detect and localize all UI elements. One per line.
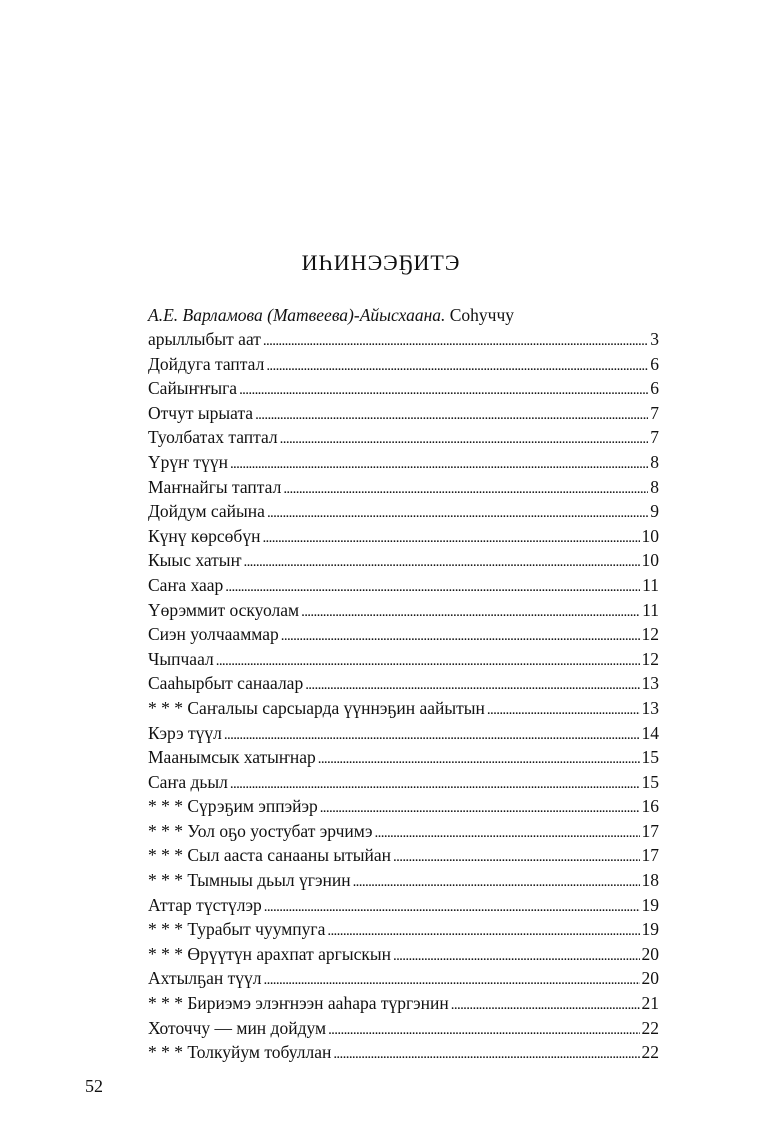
dot-leader xyxy=(333,1040,639,1067)
toc-entry xyxy=(148,573,659,598)
dot-leader xyxy=(264,966,640,993)
toc-entry-page: 10 xyxy=(641,550,659,571)
toc-entry-page: 6 xyxy=(650,353,659,374)
toc-entry xyxy=(148,942,659,967)
toc-entry xyxy=(148,524,659,549)
toc-entry xyxy=(148,499,659,524)
dot-leader xyxy=(283,475,648,502)
dot-leader xyxy=(281,622,640,649)
toc-entry-title: Туолбатах таптал xyxy=(148,427,278,448)
table-of-contents xyxy=(148,303,659,1065)
dot-leader xyxy=(224,721,640,748)
toc-entry-title: Күнү көрсөбүн xyxy=(148,525,261,546)
toc-entry xyxy=(148,450,659,475)
toc-entry-title: * * * Толкуйум тобуллан xyxy=(148,1042,332,1063)
dot-leader xyxy=(393,843,639,870)
dot-leader xyxy=(230,450,648,477)
toc-entry xyxy=(148,598,659,623)
toc-entry-page: 16 xyxy=(641,796,659,817)
toc-entry xyxy=(148,770,659,795)
toc-entry-page: 7 xyxy=(650,427,659,448)
toc-entry xyxy=(148,376,659,401)
toc-entry xyxy=(148,1040,659,1065)
toc-entry xyxy=(148,868,659,893)
contents-heading: ИҺИНЭЭҔИТЭ xyxy=(301,250,461,275)
toc-entry-page: 13 xyxy=(641,673,659,694)
dot-leader xyxy=(243,548,639,575)
toc-entry-page: 6 xyxy=(650,378,659,399)
toc-entry-page: 11 xyxy=(642,574,659,595)
toc-entry xyxy=(148,622,659,647)
toc-entry-page: 17 xyxy=(641,845,659,866)
dot-leader xyxy=(239,376,648,403)
author-work-title: Соһуччу xyxy=(449,305,515,325)
toc-entry-title: * * * Саҥалыы сарсыарда үүннэҕин аайытын xyxy=(148,697,485,718)
toc-entry xyxy=(148,647,659,672)
toc-entry xyxy=(148,966,659,991)
toc-entry xyxy=(148,991,659,1016)
toc-entry-page: 17 xyxy=(641,820,659,841)
toc-entry xyxy=(148,548,659,573)
toc-entry-page: 12 xyxy=(641,624,659,645)
dot-leader xyxy=(318,745,640,772)
toc-entry-title: арыллыбыт аат xyxy=(148,329,261,349)
toc-entry xyxy=(148,893,659,918)
dot-leader xyxy=(264,893,640,920)
dot-leader xyxy=(451,991,640,1018)
toc-entry xyxy=(148,401,659,426)
toc-entry-title: Үрүҥ түүн xyxy=(148,451,228,472)
toc-entry-page: 20 xyxy=(641,943,659,964)
author-name: А.Е. Варламова (Матвеева)-Айысхаана. xyxy=(148,305,446,325)
toc-entry-title: Кыыс хатыҥ xyxy=(148,550,242,571)
toc-entry xyxy=(148,843,659,868)
toc-entry-title: Маҥнайгы таптал xyxy=(148,476,282,497)
dot-leader xyxy=(320,794,640,821)
toc-entry xyxy=(148,696,659,721)
toc-entry-page: 21 xyxy=(641,993,659,1014)
dot-leader xyxy=(225,573,640,600)
toc-entry-page: 15 xyxy=(641,771,659,792)
dot-leader xyxy=(230,770,640,797)
toc-entry-title: Маанымсык хатыҥнар xyxy=(148,747,316,768)
toc-entry-title: * * * Сүрэҕим эппэйэр xyxy=(148,796,318,817)
toc-entry xyxy=(148,794,659,819)
dot-leader xyxy=(280,425,649,452)
dot-leader xyxy=(267,499,648,526)
toc-entry-list xyxy=(148,327,659,1065)
toc-entry xyxy=(148,327,659,352)
toc-entry-page: 8 xyxy=(650,451,659,472)
toc-entry-title: * * * Уол оҕо уостубат эрчимэ xyxy=(148,820,373,841)
dot-leader xyxy=(266,352,648,379)
toc-entry-title: Кэрэ түүл xyxy=(148,722,222,743)
toc-entry-title: * * * Турабыт чуумпуга xyxy=(148,919,326,940)
toc-entry xyxy=(148,475,659,500)
dot-leader xyxy=(301,598,640,625)
toc-entry-title: * * * Сыл ааста санааны ытыйан xyxy=(148,845,392,866)
toc-entry-title: Хоточчу — мин дойдум xyxy=(148,1017,327,1038)
toc-entry xyxy=(148,917,659,942)
toc-entry-page: 10 xyxy=(641,525,659,546)
page-number: 52 xyxy=(85,1076,103,1096)
toc-entry-title: Үөрэммит оскуолам xyxy=(148,599,300,620)
dot-leader xyxy=(328,1016,639,1043)
toc-entry-title: * * * Өрүүтүн арахпат аргыскын xyxy=(148,943,391,964)
toc-entry xyxy=(148,1016,659,1041)
dot-leader xyxy=(262,524,639,551)
toc-entry-page: 22 xyxy=(641,1017,659,1038)
toc-entry-title: Сиэн уолчааммар xyxy=(148,624,279,645)
toc-entry-page: 7 xyxy=(650,402,659,423)
dot-leader xyxy=(216,647,640,674)
dot-leader xyxy=(305,671,639,698)
toc-entry xyxy=(148,819,659,844)
dot-leader xyxy=(255,401,648,428)
toc-entry xyxy=(148,721,659,746)
toc-entry xyxy=(148,425,659,450)
toc-entry xyxy=(148,352,659,377)
toc-entry-page: 9 xyxy=(650,501,659,522)
dot-leader xyxy=(327,917,639,944)
toc-entry-page: 14 xyxy=(641,722,659,743)
toc-entry-title: Саҥа дьыл xyxy=(148,771,228,792)
toc-entry-title: Отчут ырыата xyxy=(148,402,254,423)
toc-entry-page: 18 xyxy=(641,870,659,891)
toc-entry-title: * * * Бириэмэ элэҥнээн ааһара түргэнин xyxy=(148,993,449,1014)
toc-entry-page: 20 xyxy=(641,968,659,989)
author-line xyxy=(148,303,659,327)
toc-entry-page: 22 xyxy=(641,1042,659,1063)
toc-entry-title: Чыпчаал xyxy=(148,648,214,669)
dot-leader xyxy=(353,868,640,895)
toc-entry xyxy=(148,671,659,696)
toc-entry-title: Дойдуга таптал xyxy=(148,353,265,374)
toc-entry-page: 19 xyxy=(641,894,659,915)
toc-entry-title: Аттар түстүлэр xyxy=(148,894,262,915)
dot-leader xyxy=(263,327,648,354)
toc-entry-title: Сайыҥҥыга xyxy=(148,378,238,399)
toc-entry-page: 19 xyxy=(641,919,659,940)
dot-leader xyxy=(393,942,640,969)
toc-entry-title: * * * Тымныы дьыл үгэнин xyxy=(148,870,351,891)
toc-entry-page: 8 xyxy=(650,476,659,497)
toc-entry-page: 12 xyxy=(641,648,659,669)
toc-entry xyxy=(148,745,659,770)
dot-leader xyxy=(487,696,640,723)
toc-entry-title: Ахтылҕан түүл xyxy=(148,968,262,989)
toc-entry-page: 11 xyxy=(642,599,659,620)
dot-leader xyxy=(375,819,640,846)
toc-entry-title: Саҥа хаар xyxy=(148,574,224,595)
toc-entry-title: Сааһырбыт санаалар xyxy=(148,673,304,694)
toc-entry-page: 3 xyxy=(650,329,659,349)
toc-entry-title: Дойдум сайына xyxy=(148,501,265,522)
toc-entry-page: 13 xyxy=(641,697,659,718)
toc-entry-page: 15 xyxy=(641,747,659,768)
